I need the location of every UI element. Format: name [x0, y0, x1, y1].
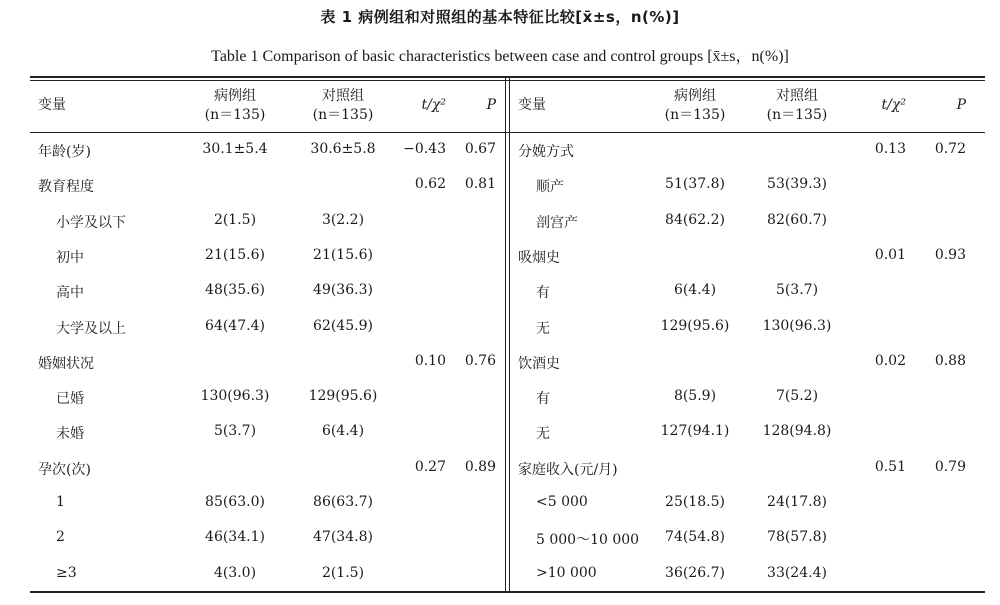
- cell-case-value: 51(37.8): [665, 176, 725, 193]
- table-row: [510, 415, 985, 450]
- header-stat: t/χ²: [421, 97, 446, 113]
- cell-variable: >10 000: [536, 564, 597, 581]
- cell-variable: 无: [536, 426, 550, 443]
- cell-control-value: 5(3.7): [775, 282, 819, 299]
- cell-control-value: 86(63.7): [313, 494, 373, 510]
- header-case-n: (n＝135): [204, 107, 266, 123]
- table-header-right: [510, 80, 985, 132]
- cell-control-value: 2(1.5): [321, 564, 365, 581]
- table-header-left: [30, 80, 505, 132]
- table-row: [510, 204, 985, 239]
- cell-case-value: 129(95.6): [660, 317, 730, 334]
- cell-case-value: 48(35.6): [205, 282, 265, 299]
- cell-variable: 家庭收入(元/月): [518, 461, 618, 478]
- header-stat: t/χ²: [881, 97, 906, 113]
- table-row: [510, 380, 985, 415]
- table-row: [30, 486, 505, 521]
- table-row: [510, 521, 985, 556]
- cell-variable: 年龄(岁): [38, 144, 91, 160]
- cell-variable: 高中: [56, 285, 84, 302]
- header-case-label: 病例组: [674, 88, 716, 104]
- cell-control-value: 129(95.6): [308, 388, 378, 405]
- table-row: [510, 239, 985, 274]
- header-variable: 变量: [38, 97, 66, 113]
- table-row: [30, 345, 505, 380]
- table-title-chinese: 表 1 病例组和对照组的基本特征比较[x̄±s，n(%)]: [320, 8, 680, 26]
- header-control-label: 对照组: [776, 88, 818, 104]
- cell-variable: 婚姻状况: [38, 355, 94, 372]
- cell-case-value: 130(96.3): [200, 388, 270, 405]
- cell-variable: <5 000: [536, 494, 588, 510]
- cell-stat-value: 0.51: [874, 458, 906, 475]
- table-row: [30, 521, 505, 556]
- cell-variable: 无: [536, 320, 550, 337]
- cell-p-value: 0.89: [464, 458, 496, 475]
- cell-control-value: 130(96.3): [762, 317, 832, 334]
- header-control-label: 对照组: [322, 88, 364, 104]
- cell-variable: 初中: [56, 249, 84, 266]
- cell-case-value: 74(54.8): [665, 529, 725, 546]
- cell-variable: 小学及以下: [56, 214, 126, 231]
- cell-control-value: 7(5.2): [775, 388, 819, 405]
- cell-case-value: 8(5.9): [673, 388, 717, 405]
- header-case-group: [640, 87, 750, 125]
- column-divider: [505, 76, 506, 593]
- header-variable: 变量: [518, 97, 546, 113]
- cell-stat-value: 0.27: [414, 458, 446, 475]
- cell-control-value: 53(39.3): [767, 176, 827, 193]
- cell-control-value: 49(36.3): [313, 282, 373, 299]
- cell-variable: ≥3: [56, 564, 77, 581]
- table-row: [510, 274, 985, 309]
- table-row: [510, 310, 985, 345]
- table-row: [30, 557, 505, 592]
- cell-case-value: 21(15.6): [205, 246, 265, 263]
- cell-p-value: 0.67: [464, 141, 496, 157]
- cell-control-value: 3(2.2): [321, 211, 365, 228]
- cell-variable: 有: [536, 391, 550, 408]
- cell-variable: 顺产: [536, 179, 564, 196]
- cell-stat-value: −0.43: [403, 141, 446, 157]
- cell-case-value: 4(3.0): [213, 564, 257, 581]
- header-p-value: P: [956, 97, 966, 113]
- cell-stat-value: 0.62: [414, 176, 446, 193]
- cell-variable: 大学及以上: [56, 320, 126, 337]
- table-row: [30, 310, 505, 345]
- cell-case-value: 6(4.4): [673, 282, 717, 299]
- cell-variable: 教育程度: [38, 179, 94, 196]
- header-p-value: P: [486, 97, 496, 113]
- cell-control-value: 47(34.8): [313, 529, 373, 546]
- cell-stat-value: 0.01: [874, 246, 906, 263]
- cell-variable: 1: [56, 494, 65, 510]
- header-case-label: 病例组: [214, 88, 256, 104]
- table-row: [510, 451, 985, 486]
- cell-case-value: 2(1.5): [213, 211, 257, 228]
- cell-case-value: 85(63.0): [205, 494, 265, 510]
- table-row: [30, 204, 505, 239]
- cell-case-value: 127(94.1): [660, 423, 730, 440]
- cell-control-value: 24(17.8): [767, 494, 827, 510]
- cell-case-value: 84(62.2): [665, 211, 725, 228]
- table-row: [30, 274, 505, 309]
- table-row: [510, 133, 985, 168]
- cell-control-value: 6(4.4): [321, 423, 365, 440]
- table-title-english: Table 1 Comparison of basic characteristics between case and control groups [x̄±s，n(%)]: [211, 48, 789, 65]
- table-row: [510, 486, 985, 521]
- cell-variable: 2: [56, 529, 65, 546]
- cell-variable: 分娩方式: [518, 144, 574, 160]
- header-case-group: [180, 87, 290, 125]
- table-row: [30, 133, 505, 168]
- table-row: [30, 168, 505, 203]
- cell-variable: 未婚: [56, 426, 84, 443]
- cell-case-value: 46(34.1): [205, 529, 265, 546]
- cell-p-value: 0.76: [464, 352, 496, 369]
- cell-variable: 剖宫产: [536, 214, 578, 231]
- table-row: [30, 380, 505, 415]
- cell-p-value: 0.88: [934, 352, 966, 369]
- cell-control-value: 78(57.8): [767, 529, 827, 546]
- cell-variable: 吸烟史: [518, 249, 560, 266]
- cell-variable: 有: [536, 285, 550, 302]
- header-control-n: (n＝135): [766, 107, 828, 123]
- cell-case-value: 64(47.4): [205, 317, 265, 334]
- top-rule: [30, 76, 985, 78]
- cell-stat-value: 0.02: [874, 352, 906, 369]
- table-row: [30, 415, 505, 450]
- cell-control-value: 30.6±5.8: [310, 141, 376, 157]
- cell-p-value: 0.93: [934, 246, 966, 263]
- cell-p-value: 0.79: [934, 458, 966, 475]
- cell-control-value: 21(15.6): [313, 246, 373, 263]
- cell-variable: 5 000～10 000: [536, 532, 640, 549]
- table-row: [510, 557, 985, 592]
- header-control-group: [288, 87, 398, 125]
- cell-p-value: 0.81: [464, 176, 496, 193]
- cell-case-value: 5(3.7): [213, 423, 257, 440]
- cell-variable: 饮酒史: [518, 355, 560, 372]
- table-row: [30, 451, 505, 486]
- header-case-n: (n＝135): [664, 107, 726, 123]
- cell-variable: 孕次(次): [38, 461, 91, 478]
- table-row: [30, 239, 505, 274]
- cell-case-value: 25(18.5): [665, 494, 725, 510]
- cell-stat-value: 0.13: [874, 141, 906, 157]
- cell-stat-value: 0.10: [414, 352, 446, 369]
- header-control-group: [742, 87, 852, 125]
- table-row: [510, 168, 985, 203]
- table-row: [510, 345, 985, 380]
- cell-case-value: 36(26.7): [665, 564, 725, 581]
- cell-variable: 已婚: [56, 391, 84, 408]
- cell-case-value: 30.1±5.4: [202, 141, 268, 157]
- cell-p-value: 0.72: [934, 141, 966, 157]
- cell-control-value: 82(60.7): [767, 211, 827, 228]
- cell-control-value: 62(45.9): [313, 317, 373, 334]
- cell-control-value: 33(24.4): [767, 564, 827, 581]
- header-control-n: (n＝135): [312, 107, 374, 123]
- cell-control-value: 128(94.8): [762, 423, 832, 440]
